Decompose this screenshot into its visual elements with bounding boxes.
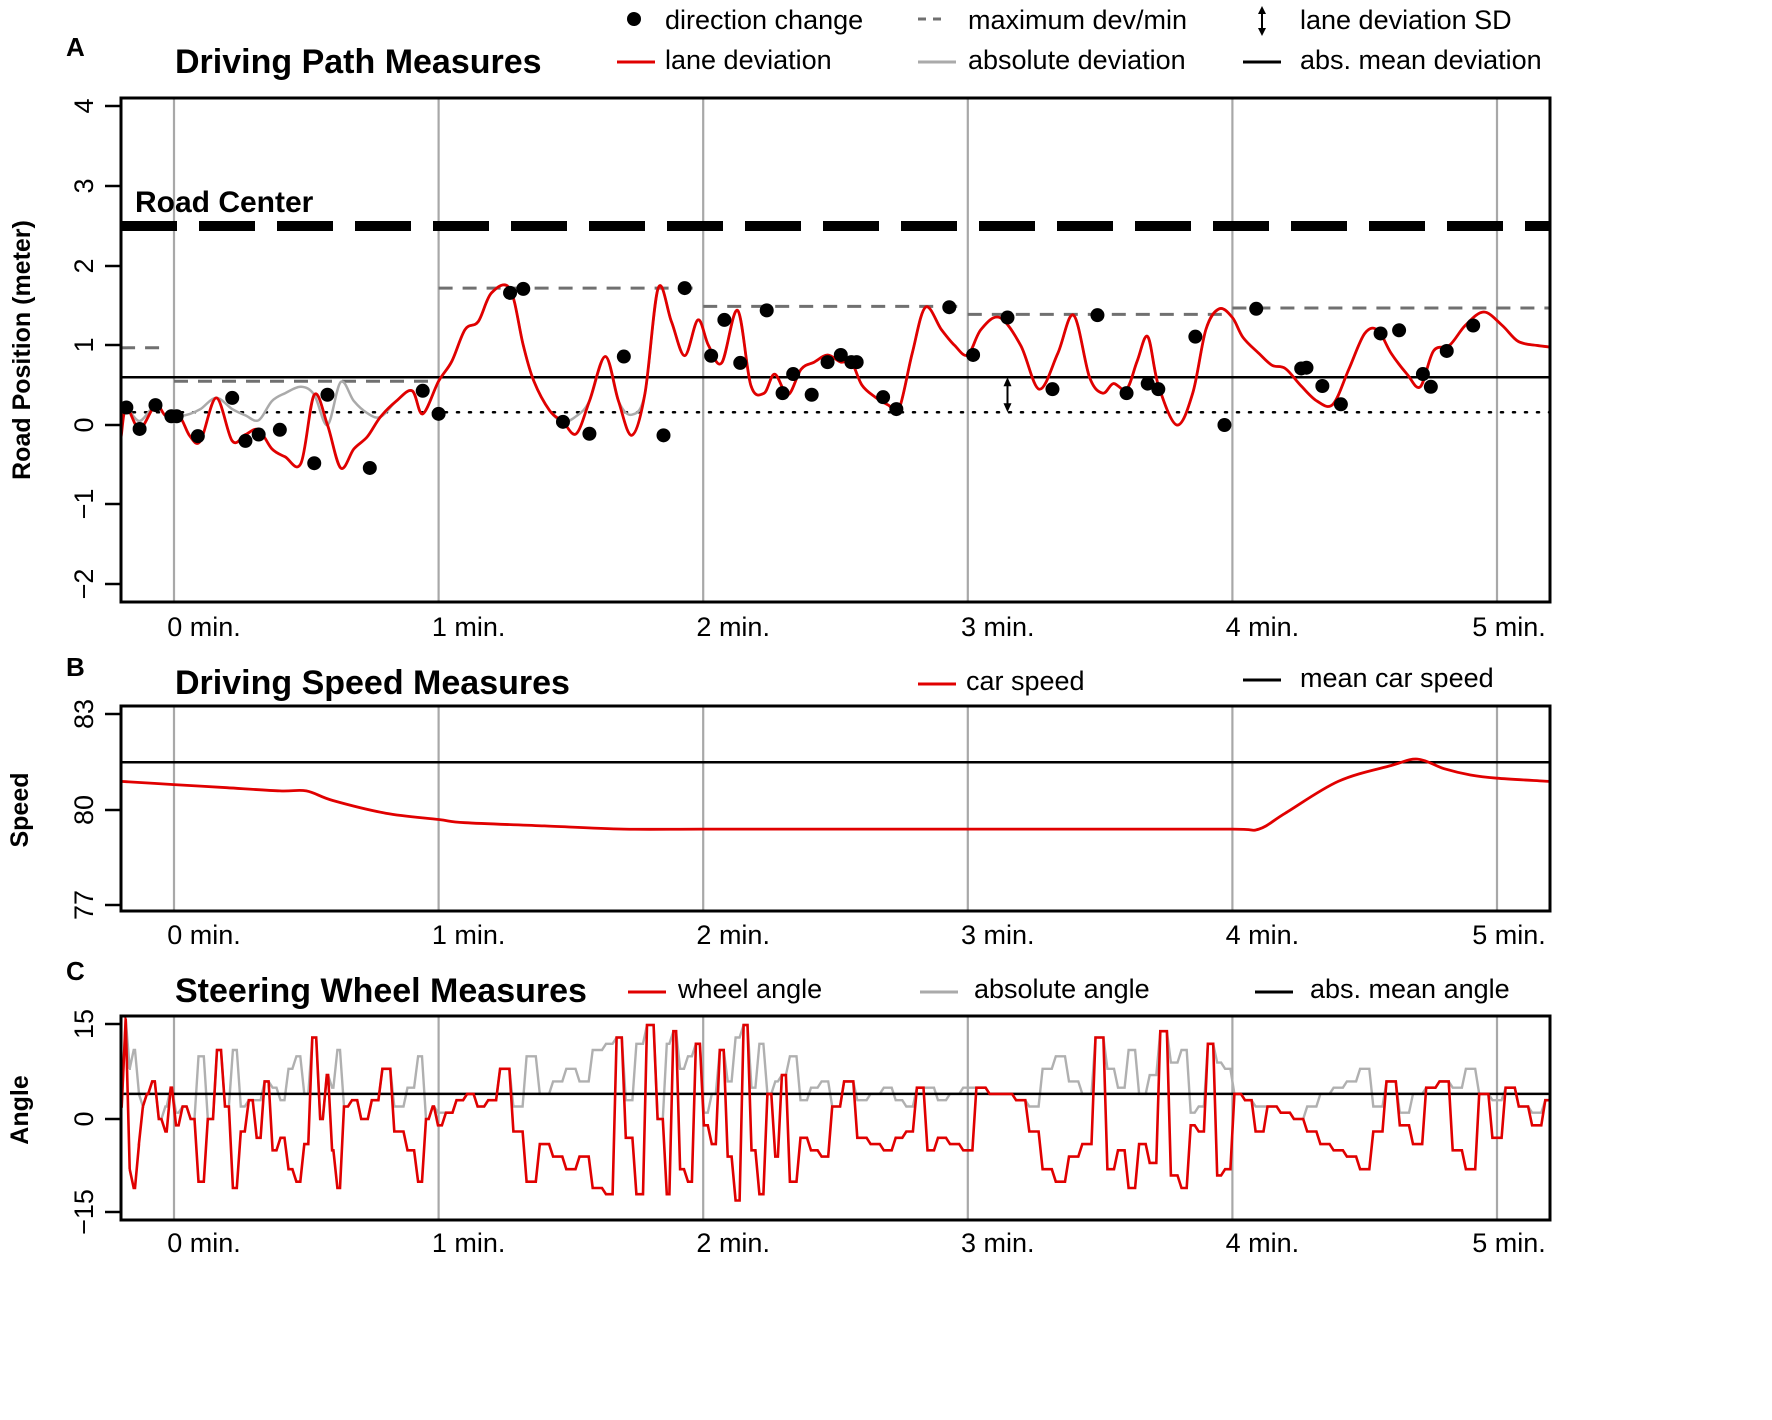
panel-b: [69, 699, 1550, 950]
x-tick-label: 0 min.: [167, 612, 241, 642]
direction-change-point: [876, 390, 890, 404]
direction-change-point: [760, 303, 774, 317]
direction-change-point: [704, 349, 718, 363]
plot-frame: [121, 98, 1550, 602]
direction-change-point: [432, 407, 446, 421]
direction-change-point: [1392, 323, 1406, 337]
direction-change-point: [1090, 308, 1104, 322]
y-tick-label: 2: [69, 258, 99, 274]
legend-direction-change: direction change: [665, 5, 864, 35]
direction-change-point: [320, 388, 334, 402]
direction-change-point: [1466, 319, 1480, 333]
y-tick-label: −15: [69, 1189, 99, 1235]
plot-frame: [121, 706, 1550, 911]
direction-change-point: [225, 391, 239, 405]
legend-max-dev: maximum dev/min: [968, 5, 1188, 35]
direction-change-point: [191, 429, 205, 443]
legend-absolute-angle: absolute angle: [974, 974, 1150, 1004]
direction-change-point: [1045, 382, 1059, 396]
panel-a-label: A: [66, 32, 85, 62]
plot-frame: [121, 1016, 1550, 1220]
direction-change-point: [786, 367, 800, 381]
y-tick-label: 0: [69, 1111, 99, 1127]
direction-change-legend-icon: [627, 12, 641, 26]
y-tick-label: −1: [69, 488, 99, 520]
y-tick-label: 83: [69, 698, 99, 730]
y-tick-label: 3: [69, 178, 99, 194]
legend-absolute-deviation: absolute deviation: [968, 45, 1186, 75]
panel-b-title: Driving Speed Measures: [175, 664, 570, 702]
legend-car-speed: car speed: [966, 666, 1085, 696]
panel-b-ylabel: Speed: [6, 772, 34, 848]
direction-change-point: [1188, 330, 1202, 344]
x-tick-label: 4 min.: [1225, 1228, 1300, 1258]
x-tick-label: 3 min.: [961, 612, 1035, 642]
direction-change-point: [1249, 302, 1263, 316]
direction-change-point: [273, 423, 287, 437]
panel-c-label: C: [66, 956, 85, 986]
x-tick-label: 0 min.: [167, 920, 241, 950]
direction-change-point: [1374, 326, 1388, 340]
y-tick-label: −2: [69, 568, 99, 600]
direction-change-point: [556, 415, 570, 429]
x-tick-label: 2 min.: [696, 612, 770, 642]
direction-change-point: [133, 422, 147, 436]
direction-change-point: [717, 313, 731, 327]
x-tick-label: 5 min.: [1472, 1228, 1546, 1258]
x-tick-label: 1 min.: [431, 1228, 506, 1258]
sd-arrow-legend-icon: [1258, 6, 1266, 36]
panel-b-label: B: [66, 652, 85, 682]
direction-change-point: [657, 428, 671, 442]
x-tick-label: 5 min.: [1472, 612, 1546, 642]
direction-change-point: [582, 427, 596, 441]
road-center-annotation: Road Center: [135, 186, 314, 219]
y-tick-label: 1: [69, 337, 99, 353]
direction-change-point: [1000, 311, 1014, 325]
direction-change-point: [170, 409, 184, 423]
x-tick-label: 0 min.: [167, 1228, 241, 1258]
direction-change-point: [1334, 397, 1348, 411]
panel-a-ylabel: Road Position (meter): [8, 220, 36, 480]
panel-b-legend: [918, 663, 1494, 696]
legend-lane-dev-sd: lane deviation SD: [1300, 5, 1512, 35]
y-tick-label: 4: [69, 98, 99, 114]
direction-change-point: [1120, 386, 1134, 400]
car-speed-series: [121, 759, 1550, 830]
panel-c: [69, 1009, 1550, 1258]
direction-change-point: [821, 355, 835, 369]
direction-change-point: [307, 456, 321, 470]
x-tick-label: 1 min.: [431, 612, 506, 642]
absolute-angle-series: [121, 1019, 1550, 1119]
x-tick-label: 2 min.: [696, 920, 770, 950]
direction-change-point: [516, 282, 530, 296]
direction-change-point: [1440, 344, 1454, 358]
y-tick-label: 0: [69, 417, 99, 433]
direction-change-point: [805, 388, 819, 402]
direction-change-point: [363, 461, 377, 475]
x-tick-label: 3 min.: [961, 920, 1035, 950]
direction-change-point: [678, 281, 692, 295]
direction-change-point: [1424, 380, 1438, 394]
legend-wheel-angle: wheel angle: [678, 974, 823, 1004]
x-tick-label: 4 min.: [1225, 612, 1300, 642]
panel-a-legend: [617, 5, 1542, 75]
legend-abs-mean-angle: abs. mean angle: [1310, 974, 1510, 1004]
direction-change-point: [1217, 418, 1231, 432]
direction-change-point: [1315, 379, 1329, 393]
panel-c-title: Steering Wheel Measures: [175, 972, 587, 1010]
direction-change-point: [238, 434, 252, 448]
y-tick-label: 15: [69, 1008, 99, 1040]
legend-mean-car-speed: mean car speed: [1300, 663, 1494, 693]
direction-change-point: [503, 286, 517, 300]
legend-abs-mean-deviation: abs. mean deviation: [1300, 45, 1542, 75]
panel-a-title: Driving Path Measures: [175, 43, 542, 81]
y-tick-label: 80: [69, 794, 99, 826]
x-tick-label: 1 min.: [431, 920, 506, 950]
x-tick-label: 5 min.: [1472, 920, 1546, 950]
direction-change-point: [733, 356, 747, 370]
panel-c-ylabel: Angle: [6, 1075, 34, 1145]
direction-change-point: [148, 398, 162, 412]
panel-c-legend: [628, 974, 1510, 1004]
direction-change-point: [1416, 367, 1430, 381]
panel-a: [69, 98, 1550, 642]
direction-change-point: [617, 350, 631, 364]
x-tick-label: 3 min.: [961, 1228, 1035, 1258]
wheel-angle-series: [121, 1019, 1550, 1201]
direction-change-point: [850, 355, 864, 369]
x-tick-label: 2 min.: [696, 1228, 770, 1258]
direction-change-point: [966, 348, 980, 362]
x-tick-label: 4 min.: [1225, 920, 1300, 950]
direction-change-point: [1299, 361, 1313, 375]
direction-change-point: [889, 402, 903, 416]
direction-change-point: [416, 384, 430, 398]
direction-change-point: [1151, 382, 1165, 396]
direction-change-point: [776, 386, 790, 400]
y-tick-label: 77: [69, 889, 99, 921]
direction-change-point: [942, 300, 956, 314]
direction-change-point: [252, 428, 266, 442]
legend-lane-deviation: lane deviation: [665, 45, 832, 75]
